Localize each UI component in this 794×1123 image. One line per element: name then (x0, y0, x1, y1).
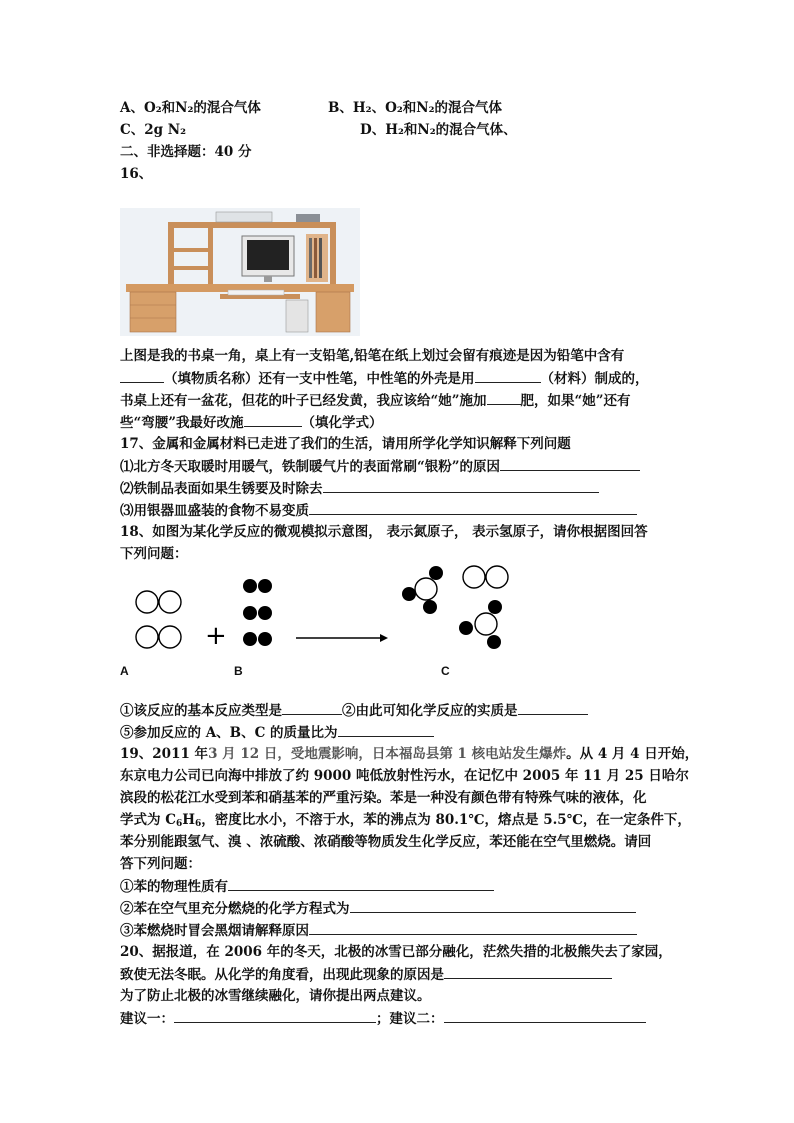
blank[interactable] (518, 700, 588, 715)
n-atom (136, 626, 158, 648)
q16-line2: （填物质名称）还有一支中性笔，中性笔的外壳是用 （材料）制成的， (120, 368, 649, 389)
q18-stem1: 18、如图为某化学反应的微观模拟示意图， 表示氮原子， 表示氢原子，请你根据图回答 (120, 524, 648, 540)
q19-l2: 东京电力公司已向海中排放了约 9000 吨低放射性污水，在记忆中 2005 年 11 月 25 日哈尔 (120, 768, 689, 784)
n-atom (159, 591, 181, 613)
q19-p3: ③苯燃烧时冒会黑烟请解释原因 (120, 920, 637, 941)
blank[interactable] (500, 456, 640, 471)
n-atom (136, 591, 158, 613)
blank[interactable] (309, 500, 637, 515)
q19-l5: 苯分别能跟氢气、溴 、浓硫酸、浓硝酸等物质发生化学反应，苯还能在空气里燃烧。请回 (120, 834, 652, 850)
n-atom (159, 626, 181, 648)
q16-line3: 书桌上还有一盆花，但花的叶子已经发黄，我应该给“她”施加 肥，如果“她”还有 (120, 390, 631, 411)
svg-text:+: + (205, 621, 227, 651)
q17-stem: 17、金属和金属材料已走进了我们的生活，请用所学化学知识解释下列问题 (120, 436, 571, 452)
q20-l4: 建议一： ；建议二： (120, 1008, 646, 1029)
blank[interactable] (338, 722, 434, 737)
q19-p1: ①苯的物理性质有 (120, 876, 494, 897)
h-atom (243, 632, 257, 646)
q19-l3: 滨段的松花江水受到苯和硝基苯的严重污染。苯是一种没有颜色带有特殊气味的液体，化 (120, 790, 647, 806)
h-atom (243, 579, 257, 593)
q18-p1: ①该反应的基本反应类型是 ②由此可知化学反应的实质是 (120, 700, 588, 721)
blank[interactable] (244, 412, 302, 427)
blank[interactable] (350, 898, 636, 913)
q17-p2: ⑵铁制品表面如果生锈要及时除去 (120, 478, 599, 499)
blank[interactable] (487, 390, 521, 405)
label-b: B (234, 664, 243, 678)
q16-line4: 些“弯腰”我最好改施 （填化学式） (120, 412, 383, 433)
label-c: C (441, 664, 450, 678)
q20-l3: 为了防止北极的冰雪继续融化，请你提出两点建议。 (120, 988, 431, 1004)
q20-l1: 20、据报道，在 2006 年的冬天，北极的冰雪已部分融化，茫然失措的北极熊失去了家园， (120, 944, 672, 960)
h-atom (258, 579, 272, 593)
blank[interactable] (174, 1008, 376, 1023)
blank[interactable] (475, 368, 541, 383)
option-a: A、O₂和N₂的混合气体 (120, 100, 261, 116)
q17-p1: ⑴北方冬天取暖时用暖气，铁制暖气片的表面常刷“银粉”的原因 (120, 456, 640, 477)
q16-line1: 上图是我的书桌一角，桌上有一支铅笔,铅笔在纸上划过会留有痕迹是因为铅笔中含有 (120, 348, 625, 364)
section-title: 二、非选择题：40 分 (120, 144, 252, 160)
q18-stem2: 下列问题： (120, 546, 188, 562)
h-atom (258, 632, 272, 646)
blank[interactable] (444, 964, 612, 979)
q17-p3: ⑶用银器皿盛装的食物不易变质 (120, 500, 637, 521)
q16-number: 16、 (120, 166, 153, 182)
option-d: D、H₂和N₂的混合气体、 (360, 122, 517, 138)
blank[interactable] (282, 700, 342, 715)
q20-l2: 致使无法冬眠。从化学的角度看，出现此现象的原因是 (120, 964, 612, 985)
blank[interactable] (323, 478, 599, 493)
blank[interactable] (309, 920, 637, 935)
h-atom (243, 606, 257, 620)
q19-l1: 19、2011 年3 月 12 日，受地震影响，日本福岛县第 1 核电站发生爆炸。从 4 月 4 日开始， (120, 746, 699, 762)
q19-l6: 答下列问题： (120, 856, 201, 872)
q18-p3: ⑤参加反应的 A、B、C 的质量比为 (120, 722, 434, 743)
desk-photo (120, 208, 360, 336)
blank[interactable] (228, 876, 494, 891)
q19-l4: 学式为 $C_6H_6$，密度比水小，不溶于水，苯的沸点为 80.1℃，熔点是 5.5℃，在一定条件下， (120, 812, 691, 829)
label-a: A (120, 664, 129, 678)
h-atom (258, 606, 272, 620)
reaction-diagram (110, 560, 630, 690)
q19-p2: ②苯在空气里充分燃烧的化学方程式为 (120, 898, 636, 919)
blank[interactable] (444, 1008, 646, 1023)
blank[interactable] (120, 368, 164, 383)
option-b: B、H₂、O₂和N₂的混合气体 (328, 100, 503, 116)
option-c: C、2g N₂ (120, 122, 187, 138)
